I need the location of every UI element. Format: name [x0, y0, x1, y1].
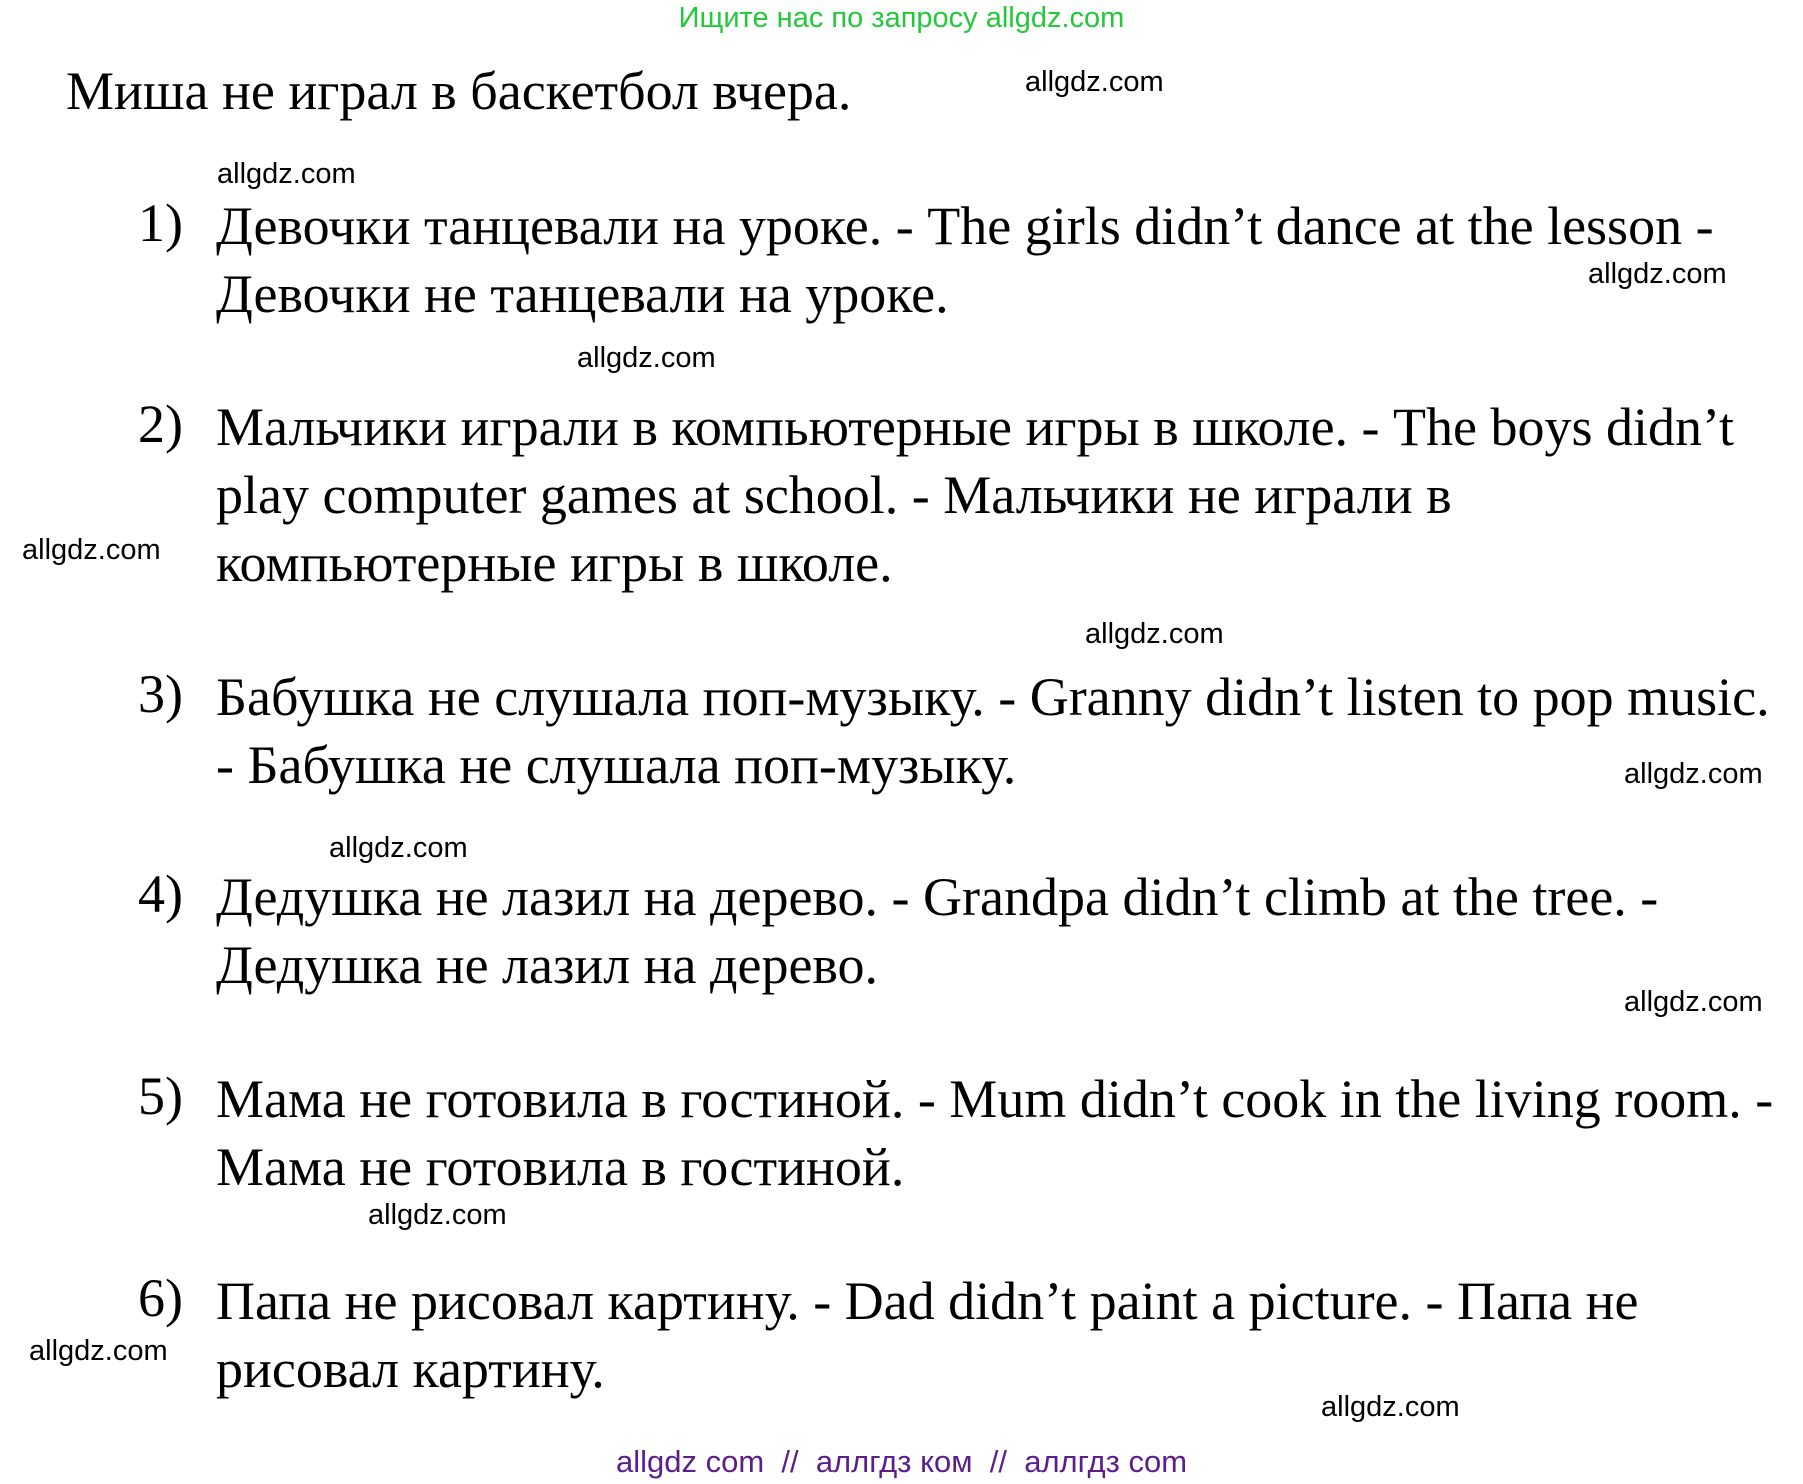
- item-number: 4): [138, 864, 183, 924]
- item-number: 2): [138, 394, 183, 454]
- watermark: allgdz.com: [1588, 258, 1727, 290]
- watermark: allgdz.com: [1624, 986, 1763, 1018]
- watermark: allgdz.com: [1624, 758, 1763, 790]
- footer-watermark: allgdz com // аллгдз ком // аллгдз com: [615, 1444, 1188, 1479]
- watermark: allgdz.com: [329, 832, 468, 864]
- top-banner: Ищите нас по запросу allgdz.com: [678, 2, 1125, 34]
- item-number: 5): [138, 1066, 183, 1126]
- item-text: Бабушка не слушала поп-музыку. - Granny didn’t listen to pop music. - Бабушка не слушала поп-музыку.: [216, 667, 1770, 795]
- item-number: 3): [138, 664, 183, 724]
- watermark: allgdz.com: [577, 342, 716, 374]
- item-number: 6): [138, 1268, 183, 1328]
- item-text: Мальчики играли в компьютерные игры в школе. - The boys didn’t play computer games at school. - Мальчики не играли в компьютерные игры в школе.: [216, 397, 1735, 593]
- watermark: allgdz.com: [29, 1335, 168, 1367]
- item-text: Папа не рисовал картину. - Dad didn’t paint a picture. - Папа не рисовал картину.: [216, 1271, 1639, 1399]
- watermark: allgdz.com: [368, 1199, 507, 1231]
- item-text: Девочки танцевали на уроке. - The girls didn’t dance at the lesson - Девочки не танцевали на уроке.: [216, 196, 1714, 324]
- watermark: allgdz.com: [1321, 1391, 1460, 1423]
- watermark: allgdz.com: [217, 158, 356, 190]
- intro-sentence: Миша не играл в баскетбол вчера.: [66, 61, 852, 121]
- watermark: allgdz.com: [1025, 66, 1164, 98]
- item-number: 1): [138, 193, 183, 253]
- watermark: allgdz.com: [1085, 618, 1224, 650]
- watermark: allgdz.com: [22, 534, 161, 566]
- item-text: Дедушка не лазил на дерево. - Grandpa didn’t climb at the tree. - Дедушка не лазил на дерево.: [216, 867, 1659, 995]
- item-text: Мама не готовила в гостиной. - Mum didn’t cook in the living room. - Мама не готовила в гостиной.: [216, 1069, 1774, 1197]
